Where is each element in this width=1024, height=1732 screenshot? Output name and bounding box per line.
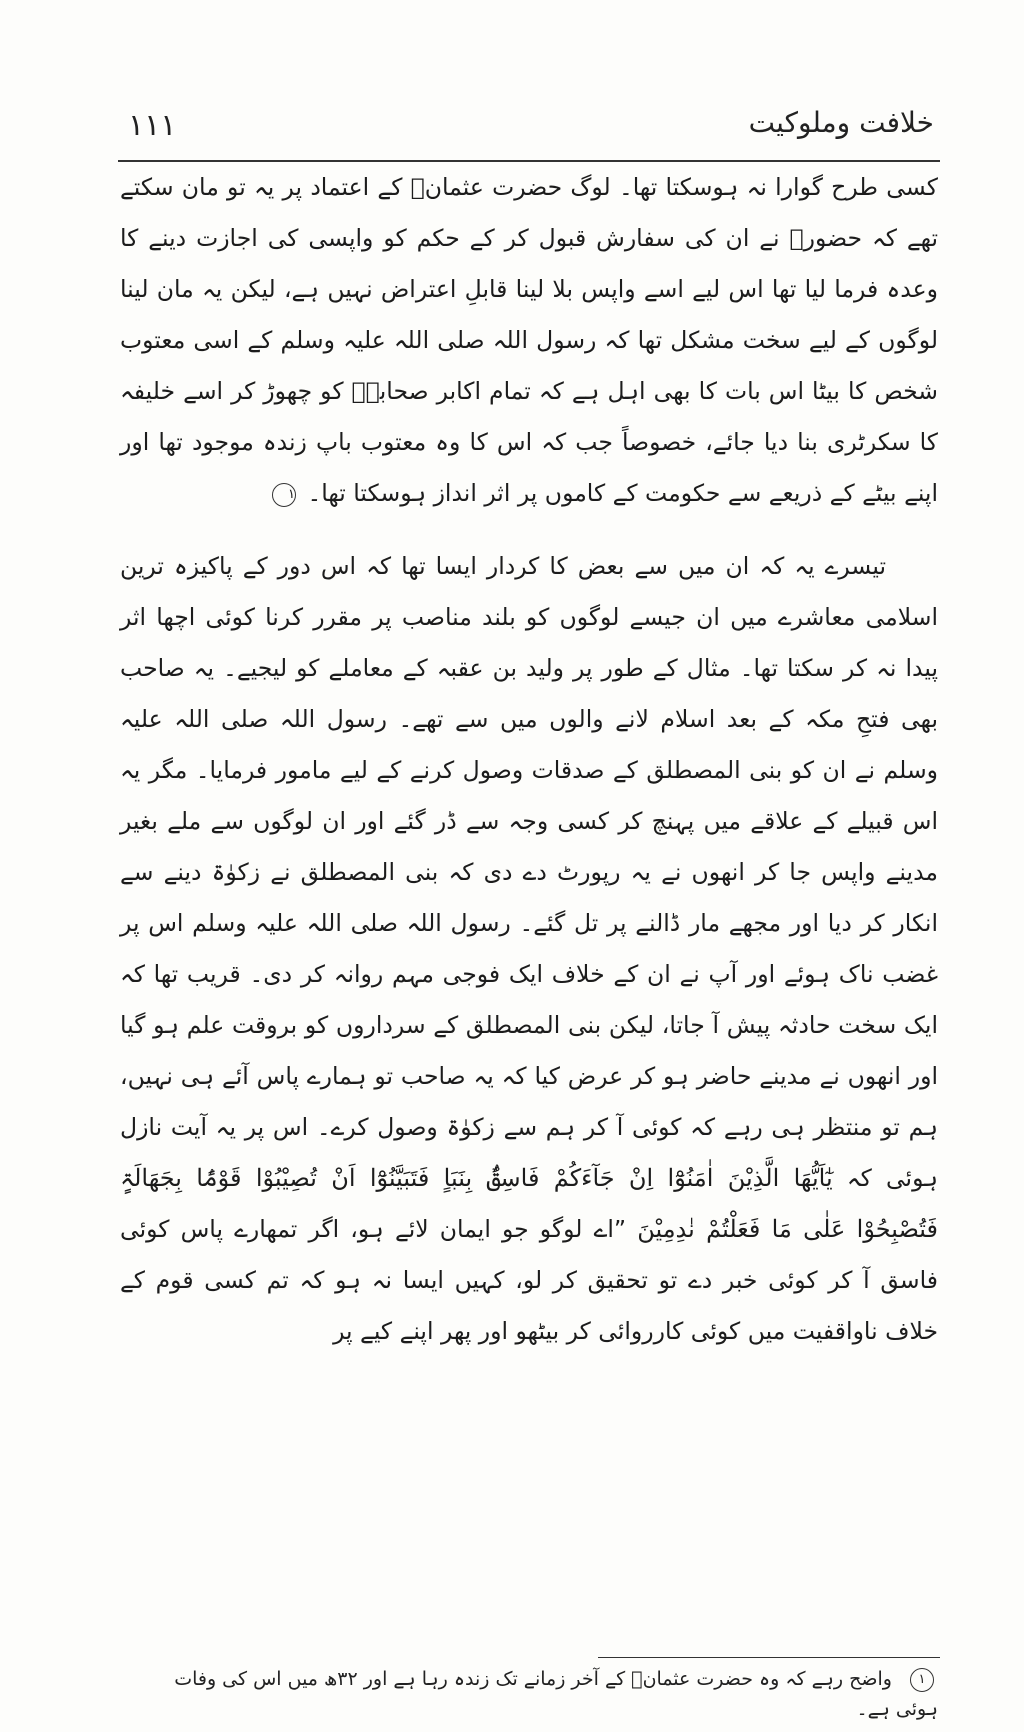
page-number: ۱۱۱ (128, 108, 177, 143)
paragraph-2 (120, 541, 938, 1357)
running-title: خلافت وملوکیت (748, 106, 934, 139)
footnote (140, 1664, 938, 1724)
paragraph-1-text: کسی طرح گوارا نہ ہوسکتا تھا۔ لوگ حضرت عثمانؓ کے اعتماد پر یہ تو مان سکتے تھے کہ حضورؐ نے ان کی سفارش قبول کر کے حکم کو واپسی کی اجازت دینے کا وعدہ فرما لیا تھا اس لیے اسے واپس بلا لینا قابلِ اعتراض نہیں ہے، لیکن یہ مان لینا لوگوں کے لیے سخت مشکل تھا کہ رسول اللہ صلی اللہ علیہ وسلم کے اسی معتوب شخص کا بیٹا اس بات کا بھی اہل ہے کہ تمام اکابر صحابہؓ کو چھوڑ کر اسے خلیفہ کا سکرٹری بنا دیا جائے، خصوصاً جب کہ اس کا وہ معتوب باپ زندہ موجود تھا اور اپنے بیٹے کے ذریعے سے حکومت کے کاموں پر اثر انداز ہوسکتا تھا۔ (120, 173, 938, 507)
footnote-text: واضح رہے کہ وہ حضرت عثمانؓ کے آخر زمانے تک زندہ رہا ہے اور ۳۲ھ میں اس کی وفات ہوئی ہے۔ (174, 1668, 938, 1720)
footnote-marker: ١ (910, 1668, 934, 1692)
page-header (120, 108, 940, 154)
footnote-reference-marker: ١ (272, 483, 296, 507)
main-text (120, 162, 938, 1357)
quranic-verse: یٰٓاَیُّھَا الَّذِیْنَ اٰمَنُوْٓا اِنْ جَآءَکُمْ فَاسِقٌۢ بِنَبَاٍ فَتَبَیَّنُوْٓا اَنْ تُصِیْبُوْا قَوْمًۢا بِجَھَالَۃٍ فَتُصْبِحُوْا عَلٰی مَا فَعَلْتُمْ نٰدِمِیْنَ (120, 1164, 938, 1243)
footnote-rule (598, 1657, 940, 1658)
paragraph-1 (120, 162, 938, 519)
paragraph-2-text: تیسرے یہ کہ ان میں سے بعض کا کردار ایسا تھا کہ اس دور کے پاکیزہ ترین اسلامی معاشرے میں ان جیسے لوگوں کو بلند مناصب پر مقرر کرنا کوئی اچھا اثر پیدا نہ کر سکتا تھا۔ مثال کے طور پر ولید بن عقبہ کے معاملے کو لیجیے۔ یہ صاحب بھی فتحِ مکہ کے بعد اسلام لانے والوں میں سے تھے۔ رسول اللہ صلی اللہ علیہ وسلم نے ان کو بنی المصطلق کے صدقات وصول کرنے کے لیے مامور فرمایا۔ مگر یہ اس قبیلے کے علاقے میں پہنچ کر کسی وجہ سے ڈر گئے اور ان لوگوں سے ملے بغیر مدینے واپس جا کر انھوں نے یہ رپورٹ دے دی کہ بنی المصطلق نے زکوٰۃ دینے سے انکار کر دیا اور مجھے مار ڈالنے پر تل گئے۔ رسول اللہ صلی اللہ علیہ وسلم اس پر غضب ناک ہوئے اور آپ نے ان کے خلاف ایک فوجی مہم روانہ کر دی۔ قریب تھا کہ ایک سخت حادثہ پیش آ جاتا، لیکن بنی المصطلق کے سرداروں کو بروقت علم ہو گیا اور انھوں نے مدینے حاضر ہو کر عرض کیا کہ یہ صاحب تو ہمارے پاس آئے ہی نہیں، ہم تو منتظر ہی رہے کہ کوئی آ کر ہم سے زکوٰۃ وصول کرے۔ اس پر یہ آیت نازل ہوئی کہ (120, 552, 938, 1192)
paragraph-2-translation: ”اے لوگو جو ایمان لائے ہو، اگر تمھارے پاس کوئی فاسق آ کر کوئی خبر دے تو تحقیق کر لو، کہیں ایسا نہ ہو کہ تم کسی قوم کے خلاف ناواقفیت میں کوئی کارروائی کر بیٹھو اور پھر اپنے کیے پر (120, 1215, 938, 1345)
